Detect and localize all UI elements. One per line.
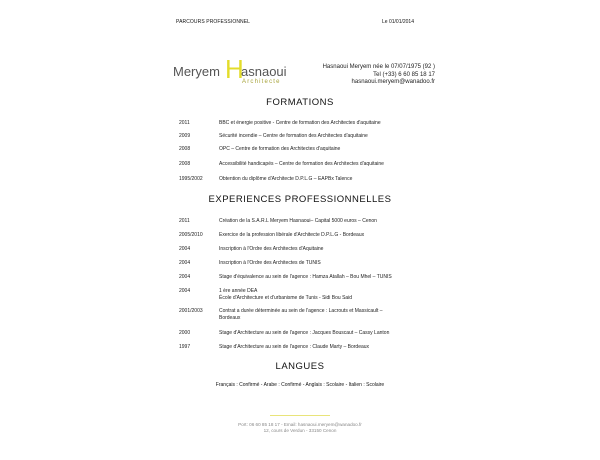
header-date: Le 01/01/2014 [382, 19, 414, 25]
row-year: 2001/2003 [179, 308, 203, 314]
row-year: 2005/2010 [179, 232, 203, 238]
row-text: Stage d'Architecture au sein de l'agence : Claude Marty – Bordeaux [219, 344, 370, 350]
section-title-experiences: EXPERIENCES PROFESSIONNELLES [208, 194, 392, 205]
row-text-line2: École d'Architecture et d'urbanisme de Tunis - Sidi Bou Said [219, 294, 353, 301]
section-title-formations: FORMATIONS [266, 97, 334, 108]
row-year: 1997 [179, 344, 191, 350]
row-year: 2009 [179, 133, 191, 139]
row-text: BBC et énergie positive - Centre de formation des Architectes d'aquitaine [219, 120, 381, 126]
logo-last-name: asnaoui [241, 64, 287, 79]
row-text-line1: Contrat a durée déterminée au sein de l'agence : Lacrouts et Massicault – [219, 308, 383, 314]
contact-block [323, 64, 435, 87]
languages-text: Français : Confirmé - Arabe : Confirmé - Anglais : Scolaire - Italien : Scolaire [215, 382, 385, 388]
row-text: Obtention du diplôme d'Architecte D.P.L.G – EAPBx Talence [219, 176, 353, 182]
row-year: 2004 [179, 260, 191, 266]
row-year: 2004 [179, 274, 191, 280]
row-year: 2008 [179, 146, 191, 152]
row-text: Accessibilité handicapés – Centre de formation des Architectes d'aquitaine [219, 161, 384, 167]
row-year: 2011 [179, 218, 190, 224]
contact-phone: Tel (+33) 6 60 85 18 17 [373, 71, 435, 78]
row-text: Stage d'équivalence au sein de l'agence : Hamza Atallah – Bou Mhel – TUNIS [219, 274, 392, 280]
row-year: 2004 [179, 246, 191, 252]
row-year: 2004 [179, 288, 191, 294]
row-text-line1: 1 ère année DEA [219, 288, 258, 294]
logo [173, 54, 293, 88]
logo-subtitle: Architecte [242, 79, 281, 85]
contact-email: hasnaoui.meryem@wanadoo.fr [351, 79, 435, 85]
footer-divider [270, 415, 330, 416]
row-text: Inscription à l'Ordre des Architectes de TUNIS [219, 260, 321, 266]
row-text: Création de la S.A.R.L Meryem Hasnaoui– Capital 5000 euros – Cenon [219, 218, 377, 224]
row-text: Sécurité incendie – Centre de formation des Architectes d'aquitaine [219, 133, 368, 139]
footer-contact: Port: 06 60 85 18 17 - Email: hasnaoui.meryem@wanadoo.fr [238, 422, 362, 427]
row-year: 2011 [179, 120, 190, 126]
row-text: Exercice de la profession libérale d'Architecte D.P.L.G - Bordeaux [219, 232, 365, 238]
logo-initial: H [225, 54, 244, 84]
row-text [219, 288, 459, 301]
row-year: 2000 [179, 330, 191, 336]
row-text [219, 308, 459, 321]
row-text-line2: Bordeaux [219, 314, 241, 321]
row-text: Stage d'Architecture au sein de l'agence : Jacques Bouscaut – Cassy Lanton [219, 330, 390, 336]
logo-first-name: Meryem [173, 64, 220, 79]
row-year: 1995/2002 [179, 176, 203, 182]
footer-address: 12, cours de Verdun - 33150 Cenon [263, 428, 337, 433]
header-title: PARCOURS PROFESSIONNEL [176, 19, 251, 25]
row-year: 2008 [179, 161, 191, 167]
contact-identity: Hasnaoui Meryem née le 07/07/1975 (92 ) [322, 64, 435, 70]
section-title-langues: LANGUES [275, 361, 325, 372]
row-text: OPC – Centre de formation des Architectes d'aquitaine [219, 146, 341, 152]
footer [0, 422, 600, 434]
row-text: Inscription à l'Ordre des Architectes d'Aquitaine [219, 246, 324, 252]
